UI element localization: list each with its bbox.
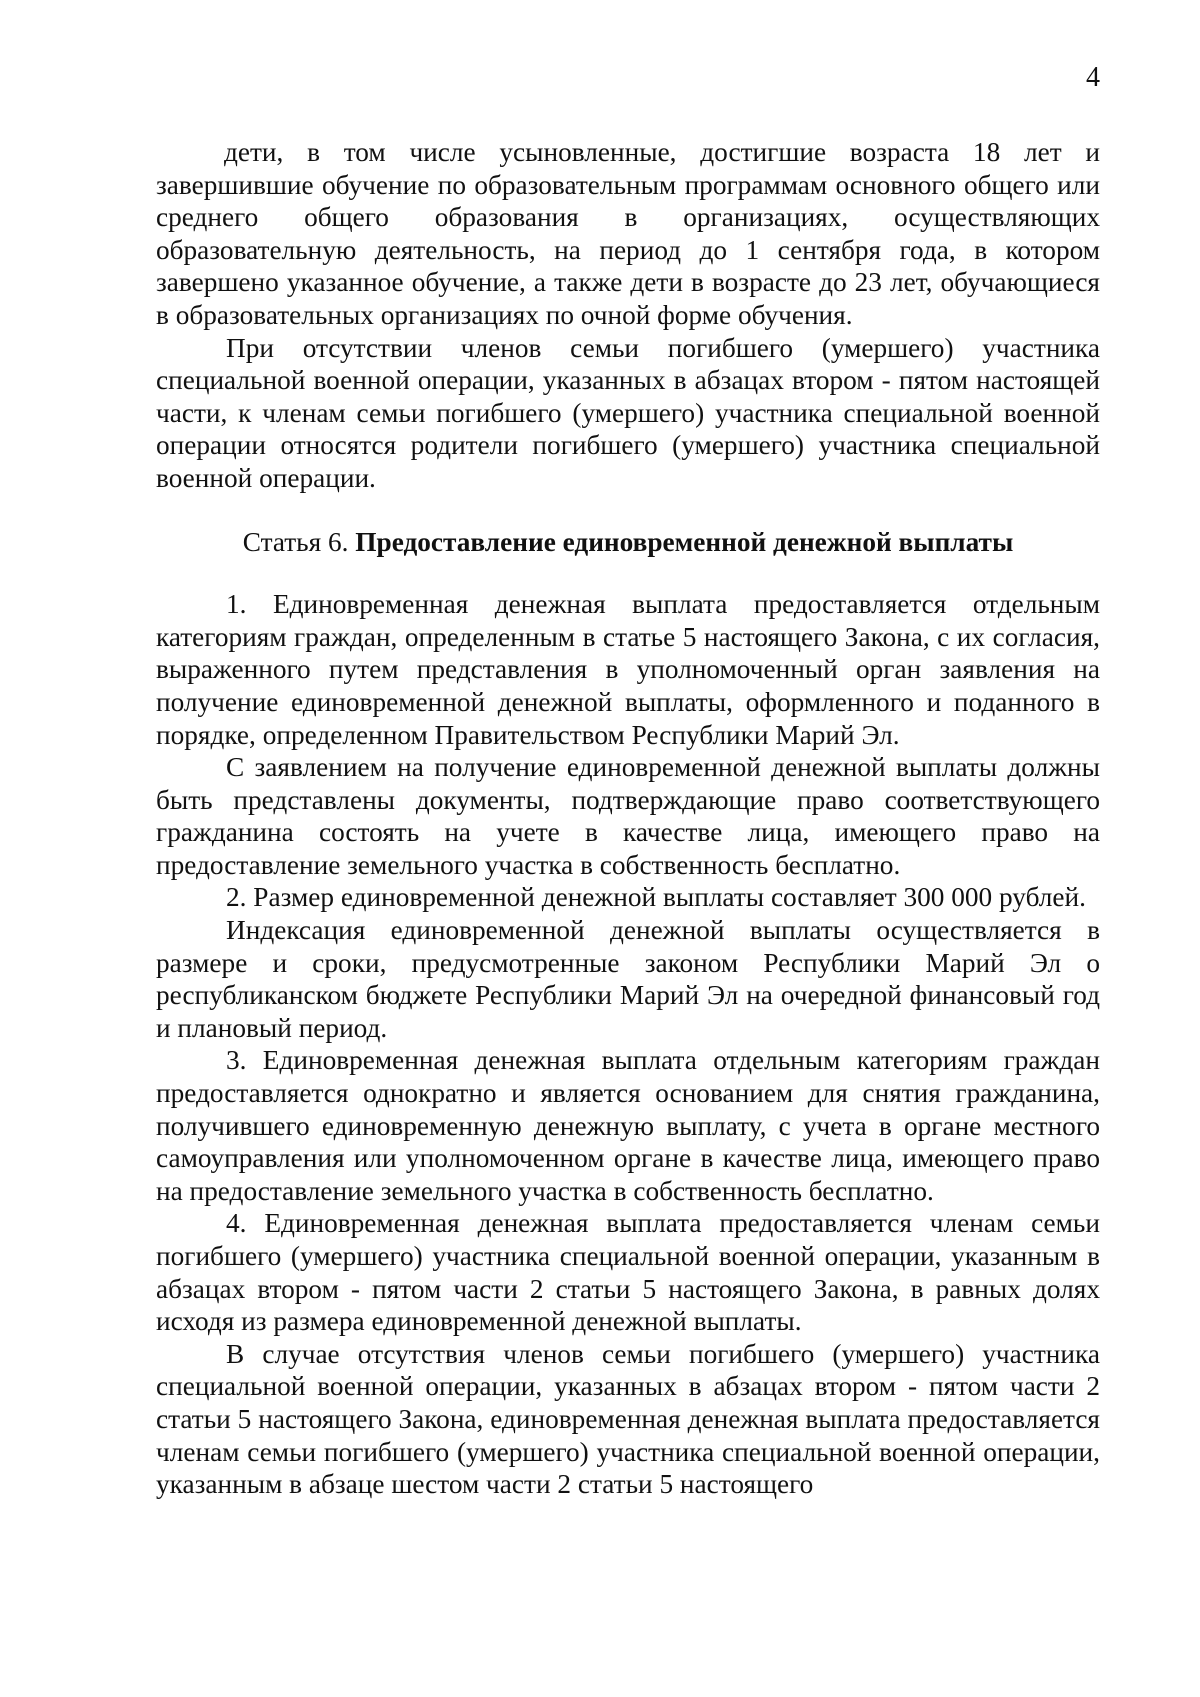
paragraph-children-definition: дети, в том числе усыновленные, достигшие возраста 18 лет и завершившие обучение по образовательным программам основного общего или среднего общего образования в организациях, осуществляющих образовательную деятельность, на период до 1 сентября года, в котором завершено указанное обучение, а также дети в возрасте до 23 лет, обучающиеся в образовательных организациях по очной форме обучения. xyxy=(156,137,1100,330)
paragraph-clause-1: 1. Единовременная денежная выплата предоставляется отдельным категориям граждан, определенным в статье 5 настоящего Закона, с их согласия, выраженного путем представления в уполномоченный орган заявления на получение единовременной денежной выплаты, оформленного и поданного в порядке, определенном Правительством Республики Марий Эл. xyxy=(156,589,1100,750)
document-body xyxy=(156,136,1100,1501)
paragraph-clause-2: 2. Размер единовременной денежной выплаты составляет 300 000 рублей. xyxy=(226,882,1086,913)
paragraph-indexation: Индексация единовременной денежной выплаты осуществляется в размере и сроки, предусмотренные законом Республики Марий Эл о республиканском бюджете Республики Марий Эл на очередной финансовый год и плановый период. xyxy=(156,915,1100,1043)
article-label: Статья 6. xyxy=(242,526,349,557)
paragraph-clause-4: 4. Единовременная денежная выплата предоставляется членам семьи погибшего (умершего) участника специальной военной операции, указанным в абзацах втором - пятом части 2 статьи 5 настоящего Закона, в равных долях исходя из размера единовременной денежной выплаты. xyxy=(156,1208,1100,1337)
paragraph-clause-3: 3. Единовременная денежная выплата отдельным категориям граждан предоставляется однократно и является основанием для снятия гражданина, получившего единовременную денежную выплату, с учета в органе местного самоуправления или уполномоченном органе в качестве лица, имеющего право на предоставление земельного участка в собственность бесплатно. xyxy=(156,1045,1100,1206)
paragraph-absence-case: В случае отсутствия членов семьи погибшего (умершего) участника специальной военной операции, указанных в абзацах втором - пятом части 2 статьи 5 настоящего Закона, единовременная денежная выплата предоставляется членам семьи погибшего (умершего) участника специальной военной операции, указанным в абзаце шестом части 2 статьи 5 настоящего xyxy=(156,1338,1100,1500)
page-number: 4 xyxy=(1086,62,1100,93)
paragraph-application-documents: С заявлением на получение единовременной денежной выплаты должны быть представлены документы, подтверждающие право соответствующего гражданина состоять на учете в качестве лица, имеющего право на предоставление земельного участка в собственность бесплатно. xyxy=(156,752,1100,880)
article-title: Предоставление единовременной денежной выплаты xyxy=(355,526,1014,557)
article-heading xyxy=(156,526,1100,559)
paragraph-parents-definition: При отсутствии членов семьи погибшего (умершего) участника специальной военной операции, указанных в абзацах втором - пятом настоящей части, к членам семьи погибшего (умершего) участника специальной военной операции относятся родители погибшего (умершего) участника специальной военной операции. xyxy=(156,332,1100,493)
